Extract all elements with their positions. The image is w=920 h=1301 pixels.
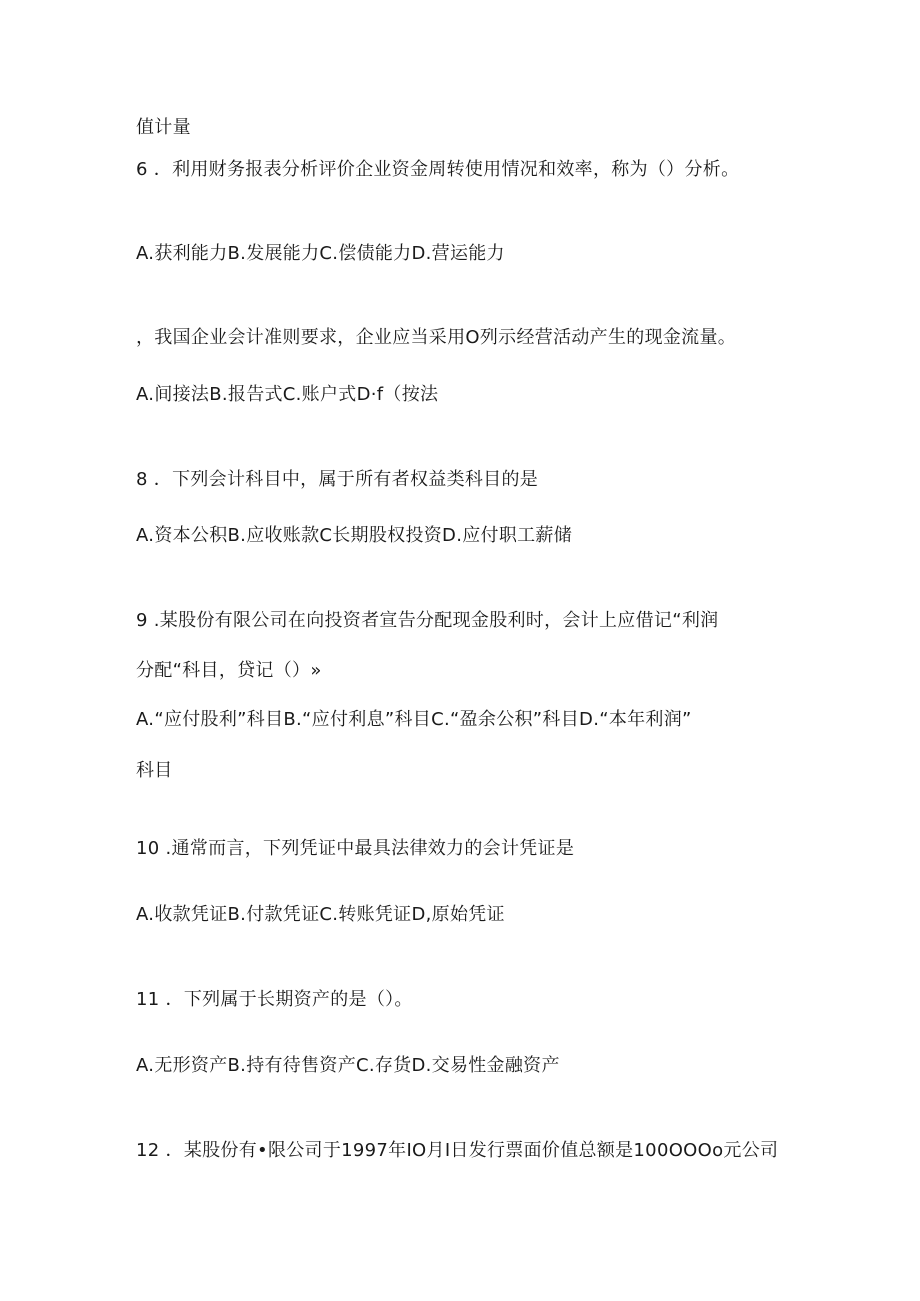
question-8: 8 ．下列会计科目中，属于所有者权益类科目的是: [136, 469, 539, 490]
question-12: 12 ．某股份有•限公司于1997年IO月I日发行票面价值总额是100OOOo元公司: [136, 1140, 779, 1161]
question-7: ，我国企业会计准则要求，企业应当采用O列示经营活动产生的现金流量。: [136, 327, 737, 348]
text-line: 值计量: [136, 117, 191, 138]
question-6: 6 ．利用财务报表分析评价企业资金周转使用情况和效率，称为（）分析。: [136, 159, 740, 180]
question-10-options: A.收款凭证B.付款凭证C.转账凭证D,原始凭证: [136, 904, 505, 925]
question-9: 9 .某股份有限公司在向投资者宣告分配现金股利时，会计上应借记“利润: [136, 610, 719, 631]
question-6-options: A.获利能力B.发展能力C.偿债能力D.营运能力: [136, 243, 505, 264]
question-9-continued: 分配“科目，贷记（）»: [136, 660, 322, 681]
question-11: 11 ．下列属于长期资产的是（）。: [136, 989, 413, 1010]
question-7-options: A.间接法B.报告式C.账户式D·f（按法: [136, 384, 439, 405]
question-9-options-continued: 科目: [136, 760, 173, 781]
question-10: 10 .通常而言，下列凭证中最具法律效力的会计凭证是: [136, 838, 575, 859]
question-9-options: A.“应付股利”科目B.“应付利息”科目C.“盈余公积”科目D.“本年利润”: [136, 709, 692, 730]
question-8-options: A.资本公积B.应收账款C长期股权投资D.应付职工薪储: [136, 525, 573, 546]
question-11-options: A.无形资产B.持有待售资产C.存货D.交易性金融资产: [136, 1055, 560, 1076]
